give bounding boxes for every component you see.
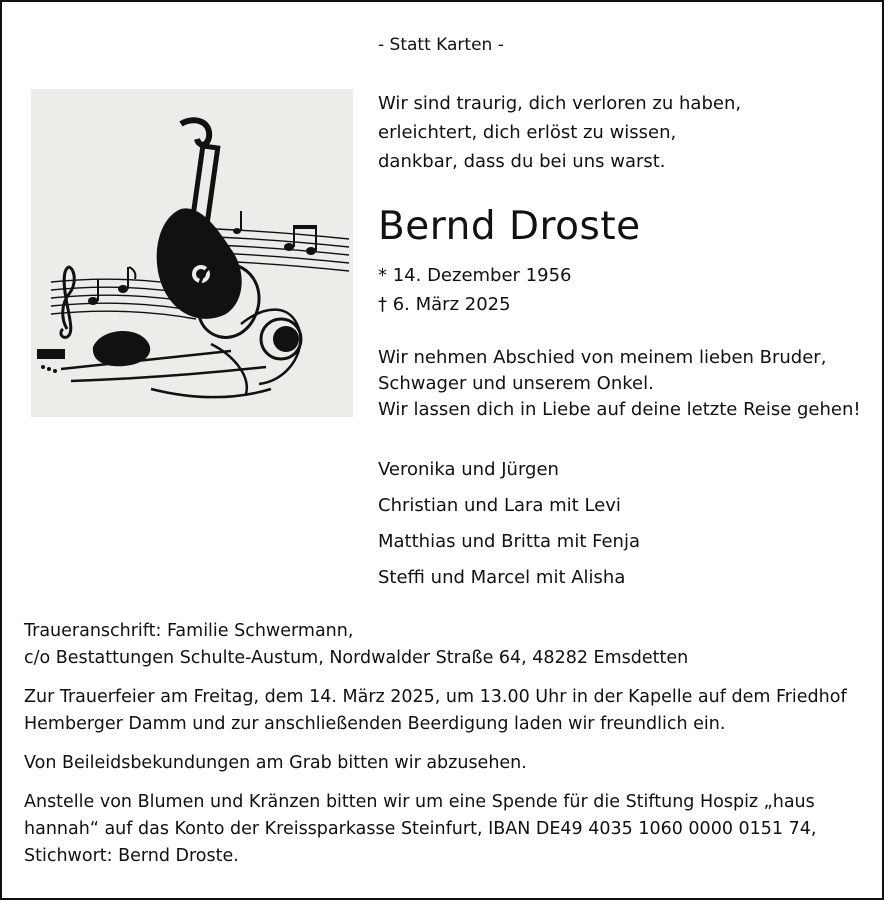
donation-info	[24, 789, 864, 870]
poem-line: dankbar, dass du bei uns warst.	[378, 151, 666, 172]
donation-line: Anstelle von Blumen und Kränzen bitten wir um eine Spende für die Stiftung Hospiz „haus	[24, 792, 815, 812]
mourners-list	[378, 452, 640, 596]
poem	[378, 89, 741, 176]
deceased-name: Bernd Droste	[378, 204, 641, 249]
death-date: † 6. März 2025	[378, 294, 511, 315]
music-instruments-icon	[31, 89, 353, 417]
condolences-line: Von Beileidsbekundungen am Grab bitten wir abzusehen.	[24, 753, 527, 773]
mourner-entry: Matthias und Britta mit Fenja	[378, 531, 640, 552]
address-line: c/o Bestattungen Schulte-Austum, Nordwalder Straße 64, 48282 Emsdetten	[24, 648, 689, 668]
ceremony-line: Zur Trauerfeier am Freitag, dem 14. März 2025, um 13.00 Uhr in der Kapelle auf dem Friedhof	[24, 687, 847, 707]
condolences-note	[24, 750, 864, 777]
farewell-line: Wir lassen dich in Liebe auf deine letzte Reise gehen!	[378, 399, 861, 420]
poem-line: erleichtert, dich erlöst zu wissen,	[378, 122, 677, 143]
address-line: Traueranschrift: Familie Schwermann,	[24, 621, 354, 641]
mourner-entry: Christian und Lara mit Levi	[378, 495, 621, 516]
poem-line: Wir sind traurig, dich verloren zu haben,	[378, 93, 742, 114]
notice-details	[24, 618, 864, 882]
mourner-entry: Steffi und Marcel mit Alisha	[378, 567, 626, 588]
farewell-text	[378, 345, 861, 423]
statt-karten-heading: - Statt Karten -	[378, 35, 504, 55]
farewell-line: Wir nehmen Abschied von meinem lieben Bruder,	[378, 347, 827, 368]
ceremony-line: Hemberger Damm und zur anschließenden Beerdigung laden wir freundlich ein.	[24, 714, 726, 734]
birth-date: * 14. Dezember 1956	[378, 265, 572, 286]
ceremony-info	[24, 684, 864, 738]
donation-line: hannah“ auf das Konto der Kreissparkasse Steinfurt, IBAN DE49 4035 1060 0000 0151 74,	[24, 819, 817, 839]
farewell-line: Schwager und unserem Onkel.	[378, 373, 654, 394]
mourning-address	[24, 618, 864, 672]
life-dates	[378, 261, 572, 319]
donation-line: Stichwort: Bernd Droste.	[24, 846, 239, 866]
music-instruments-illustration	[31, 89, 353, 417]
mourner-entry: Veronika und Jürgen	[378, 459, 559, 480]
